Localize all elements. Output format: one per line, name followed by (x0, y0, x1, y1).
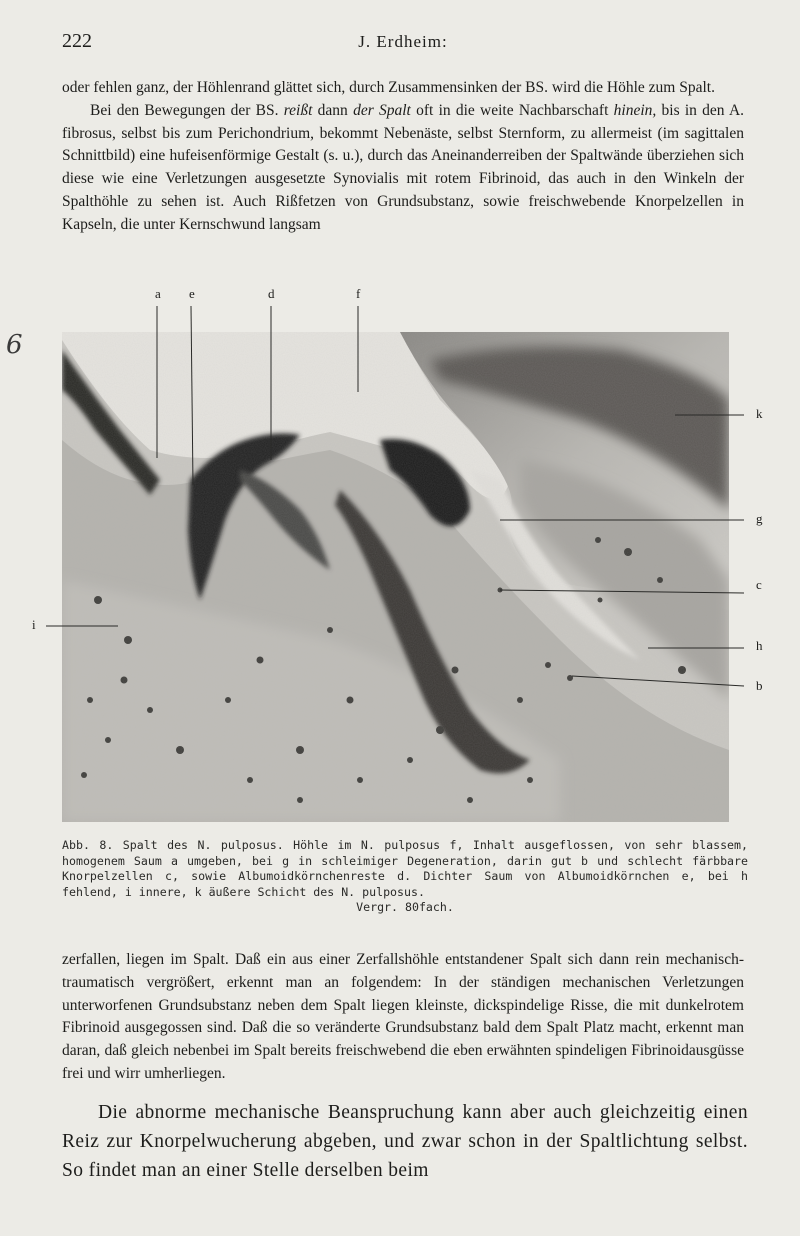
figure-label-d: d (268, 286, 275, 301)
caption-text: Abb. 8. Spalt des N. pulposus. Höhle im N. pulposus f, Inhalt ausgeflossen, von sehr blassem, homogenem Saum a umgeben, bei g in schleimiger Degeneration, darin gut b und schlecht färbbare Knorpelzellen c, sowie Albumoidkörnchenreste d. Dichter Saum von Albumoidkörnchen e, bei h fehlend, i innere, k äußere Schicht des N. pulposus. (62, 838, 748, 899)
paragraph: zerfallen, liegen im Spalt. Daß ein aus einer Zerfallshöhle entstandener Spalt sich dann rein mechanisch-traumatisch vergrößert, erkennt man an folgendem: In der ständigen mechanischen Verletzungen unterworfenen Grundsubstanz neben dem Spalt liegen kleinste, dickspindelige Risse, die mit dunkelrotem Fibrinoid ausgegossen sind. Daß die so veränderte Grundsubstanz bald dem Spalt Platz macht, erkennt man daran, daß gleich nebenbei im Spalt bereits freischwebend die eben erwähnten spindeligen Fibrinoidausgüsse frei und wirr umherliegen. (62, 951, 744, 1082)
body-text-bottom (62, 949, 744, 1086)
paragraph-large: Die abnorme mechanische Beanspruchung kann aber auch gleichzeitig einen Reiz zur Knorpelwucherung abgeben, und zwar schon in der Spaltlichtung selbst. So findet man an einer Stelle derselben beim (62, 1102, 748, 1181)
micrograph-photo (62, 332, 729, 822)
emphasis: der Spalt (353, 101, 411, 119)
emphasis: hinein, (613, 101, 657, 119)
figure-label-k: k (756, 406, 763, 421)
figure-label-c: c (756, 577, 762, 592)
page-header (62, 30, 744, 58)
figure (0, 280, 800, 840)
figure-label-f: f (356, 286, 361, 301)
figure-label-i: i (32, 617, 36, 632)
figure-label-h: h (756, 638, 763, 653)
paragraph (62, 100, 744, 237)
paragraph: oder fehlen ganz, der Höhlenrand glättet sich, durch Zusammensinken der BS. wird die Höhle zum Spalt. (62, 79, 715, 96)
emphasis: reißt (283, 101, 313, 119)
text-run: Bei den Bewegungen der BS. (90, 101, 284, 119)
body-text-top (62, 77, 744, 237)
text-run: dann (312, 101, 354, 119)
micrograph-figure (0, 280, 800, 840)
running-head: J. Erdheim: (358, 32, 448, 51)
figure-caption (62, 838, 748, 916)
caption-magnification: Vergr. 80fach. (356, 900, 454, 915)
figure-label-a: a (155, 286, 161, 301)
page-number: 222 (62, 30, 92, 52)
text-run: oft in die weite Nachbarschaft (410, 101, 614, 119)
figure-label-b: b (756, 678, 763, 693)
figure-label-g: g (756, 511, 763, 526)
handwritten-margin-mark: 6 (6, 330, 23, 360)
text-run: bis in den A. fibrosus, selbst bis zum Perichondrium, bekommt Nebenäste, selbst Sternform, zu allermeist (im sagittalen Schnittbild) eine hufeisenförmige Gestalt (s. u.), durch das Aneinanderreiben der Spaltwände überziehen sich diese wie eine Verletzungen ausgesetzte Synovialis mit rotem Fibrinoid, das auch in den Winkeln der Spalthöhle zu sehen ist. Auch Rißfetzen von Grundsubstanz, sowie freischwebende Knorpelzellen in Kapseln, die unter Kernschwund langsam (62, 101, 745, 233)
figure-label-e: e (189, 286, 195, 301)
